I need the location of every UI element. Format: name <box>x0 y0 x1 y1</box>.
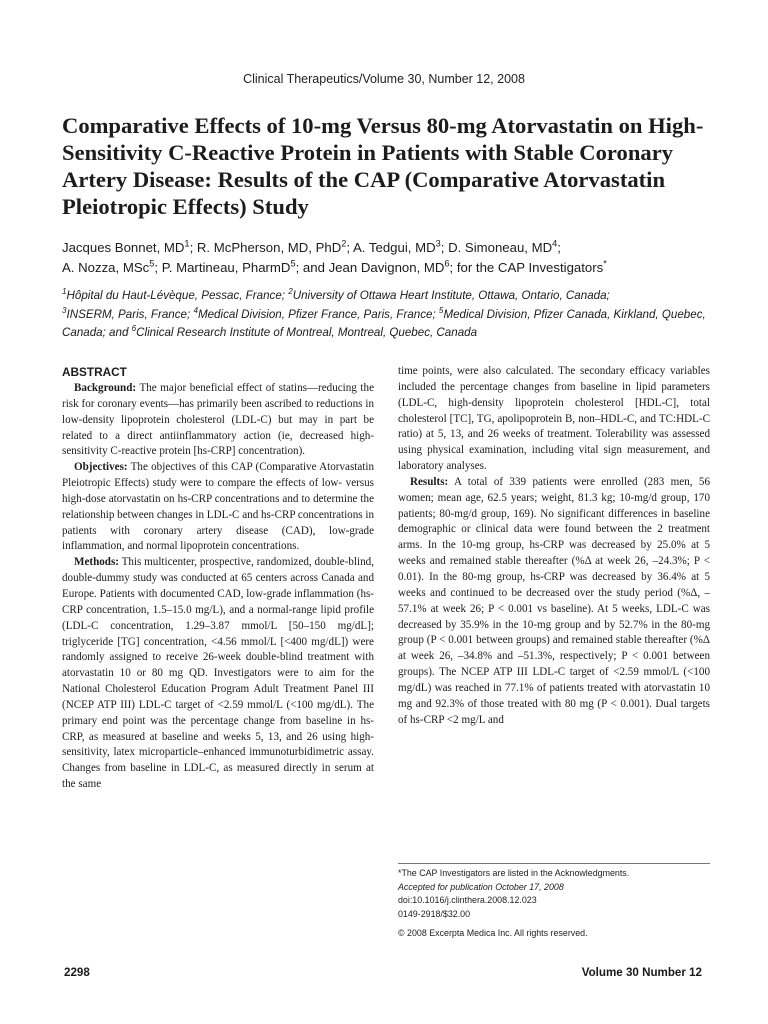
footnote-copyright: © 2008 Excerpta Medica Inc. All rights reserved. <box>398 928 588 938</box>
footnotes <box>398 863 710 941</box>
affiliation: Medical Division, Pfizer France, Paris, France; <box>197 307 439 321</box>
author-superscript: 5 <box>290 258 296 269</box>
results-text: A total of 339 patients were enrolled (283 men, 56 women; mean age, 62.5 years; weight, 81.3 kg; 10-mg/d group, 170 patients; 80-mg/d group, 169). No significant differences in baseline demographic or clinical data were found between the 2 treatment arms. In the 10-mg group, hs-CRP was decreased by 25.0% at 5 weeks and remained stable thereafter (%Δ at week 26, –24.3%; P < 0.01). In the 80-mg group, hs-CRP was decreased by 36.4% at 5 weeks and continued to be decreased over the study period (%Δ, –57.1% at week 26; P < 0.001 vs baseline). At 5 weeks, LDL-C was decreased by 35.9% in the 10-mg group and by 52.7% in the 80-mg group (P < 0.001 between groups) and remained stable thereafter (%Δ at week 26, –34.8% and –51.3%, respectively; P < 0.001 between groups). The NCEP ATP III LDL-C target of <2.59 mmol/L (<100 mg/dL) was reached in 77.1% of patients treated with atorvastatin 10 mg and 92.3% of those treated with 80 mg (P < 0.001). Dual targets of hs-CRP <2 mg/L and <box>398 475 710 726</box>
author-separator: ; <box>154 260 162 275</box>
affiliation-superscript: 3 <box>62 305 67 315</box>
author <box>62 260 162 275</box>
author-name: A. Nozza, MSc <box>62 260 150 275</box>
author <box>162 260 303 275</box>
footnote-doi: doi:10.1016/j.clinthera.2008.12.023 <box>398 895 537 905</box>
author-list <box>62 238 722 278</box>
author-name: Jacques Bonnet, MD <box>62 240 185 255</box>
objectives-text: The objectives of this CAP (Comparative Atorvastatin Pleiotropic Effects) study were to compare the effects of low- versus high-dose atorvastatin on hs-CRP concentrations and to determine the relationship between changes in LDL-C and hs-CRP concentrations in patients with coronary artery disease (CAD), low-grade inflammation, and normal lipoprotein concentrations. <box>62 461 374 553</box>
author-superscript: 5 <box>149 258 155 269</box>
methods-label: Methods: <box>74 556 119 569</box>
author-name: P. Martineau, PharmD <box>161 260 291 275</box>
affiliation-list <box>62 287 722 343</box>
running-head: Clinical Therapeutics/Volume 30, Number 12, 2008 <box>243 72 525 86</box>
author-name: D. Simoneau, MD <box>448 240 553 255</box>
affiliation: INSERM, Paris, France; <box>66 307 194 321</box>
author-separator: ; <box>346 240 354 255</box>
affiliation: Medical Division, Pfizer Canada, Kirkland, Quebec, Canada; and <box>62 307 706 339</box>
footer-volume: Volume 30 Number 12 <box>581 966 702 979</box>
affiliation: University of Ottawa Heart Institute, Ottawa, Ontario, Canada; <box>292 289 610 302</box>
author <box>457 260 607 275</box>
author-name: and Jean Davignon, MD <box>302 260 445 275</box>
author-superscript: * <box>603 258 607 269</box>
background-label: Background: <box>74 382 137 394</box>
author-separator: ; <box>189 240 197 255</box>
author-name: A. Tedgui, MD <box>353 240 436 255</box>
author-separator: ; <box>440 240 449 255</box>
affiliation-superscript: 4 <box>193 305 198 315</box>
author-name: R. McPherson, MD, PhD <box>196 240 342 255</box>
author-superscript: 2 <box>341 238 347 249</box>
author-separator: ; <box>557 240 561 255</box>
author <box>197 240 353 255</box>
affiliation-superscript: 2 <box>288 287 293 297</box>
page-number: 2298 <box>64 966 90 979</box>
background-text: The major beneficial effect of statins—reducing the risk for coronary events—has primarily been ascribed to reductions in low-density lipoprotein cholesterol (LDL-C) but may in part be related to a direct antiinflammatory action (ie, decreased high-sensitivity C-reactive protein [hs-CRP] concentration). <box>62 382 374 458</box>
author-separator: ; <box>449 260 457 275</box>
author <box>448 240 561 255</box>
author <box>303 260 457 275</box>
author-superscript: 1 <box>184 238 190 249</box>
author-name: for the CAP Investigators <box>456 260 604 275</box>
author-superscript: 4 <box>552 238 558 249</box>
abstract-heading: ABSTRACT <box>62 365 127 379</box>
footnote-accepted: Accepted for publication October 17, 2008 <box>398 881 564 892</box>
footnote-investigators: *The CAP Investigators are listed in the Acknowledgments. <box>398 868 630 878</box>
abstract-column-right <box>398 364 710 728</box>
affiliation-superscript: 1 <box>62 287 67 297</box>
abstract-background <box>62 381 374 460</box>
affiliation: Hôpital du Haut-Lévèque, Pessac, France; <box>66 289 289 302</box>
affiliation: Clinical Research Institute of Montreal, Montreal, Quebec, Canada <box>136 326 478 339</box>
affiliation-superscript: 6 <box>131 324 137 334</box>
article-title: Comparative Effects of 10-mg Versus 80-mg Atorvastatin on High-Sensitivity C-Reactive Protein in Patients with Stable Coronary Artery Disease: Results of the CAP (Comparative Atorvastatin Pleiotropic Effects) Study <box>62 113 704 219</box>
abstract-methods <box>62 555 374 793</box>
author-separator: ; <box>295 260 303 275</box>
abstract-objectives <box>62 460 374 555</box>
author-superscript: 6 <box>444 258 450 269</box>
results-label: Results: <box>410 475 449 488</box>
abstract-column-left <box>62 364 374 793</box>
affiliation-superscript: 5 <box>438 305 444 315</box>
author <box>353 240 448 255</box>
objectives-label: Objectives: <box>74 461 128 474</box>
footnote-issn: 0149-2918/$32.00 <box>398 908 471 919</box>
methods-text: This multicenter, prospective, randomized, double-blind, double-dummy study was conducted at 65 centers across Canada and Europe. Patients with documented CAD, low-grade inflammation (hs-CRP concentration, 1.5–15.0 mg/L), and a normal-range lipid profile (LDL-C concentration, 1.29–3.87 mmol/L [50–150 mg/dL]; triglyceride [TG] concentration, <4.56 mmol/L [<400 mg/dL]) were randomly assigned to receive 26-week double-blind treatment with atorvastatin 10 or 80 mg QD. Investigators were to aim for the National Cholesterol Education Program Adult Treatment Panel III (NCEP ATP III) LDL-C target of <2.59 mmol/L (<100 mg/dL). The primary end point was the percentage change from baseline in hs-CRP, as measured at baseline and weeks 5, 13, and 26 using high-sensitivity, latex microparticle–enhanced immunoturbidimetric assay. Changes from baseline in LDL-C, as measured directly in serum at the same <box>62 556 374 791</box>
abstract-methods-continued: time points, were also calculated. The secondary efficacy variables included the percentage changes from baseline in lipid parameters (LDL-C, high-density lipoprotein cholesterol [HDL-C], total cholesterol [TC], TG, apolipoprotein B, non–HDL-C, and TC:HDL-C ratio) at 5, 13, and 26 weeks of treatment. Tolerability was assessed using physical examination, including vital sign measurement, and laboratory analyses. <box>398 365 710 473</box>
abstract-results <box>398 475 710 729</box>
author-superscript: 3 <box>435 238 441 249</box>
author <box>62 240 197 255</box>
